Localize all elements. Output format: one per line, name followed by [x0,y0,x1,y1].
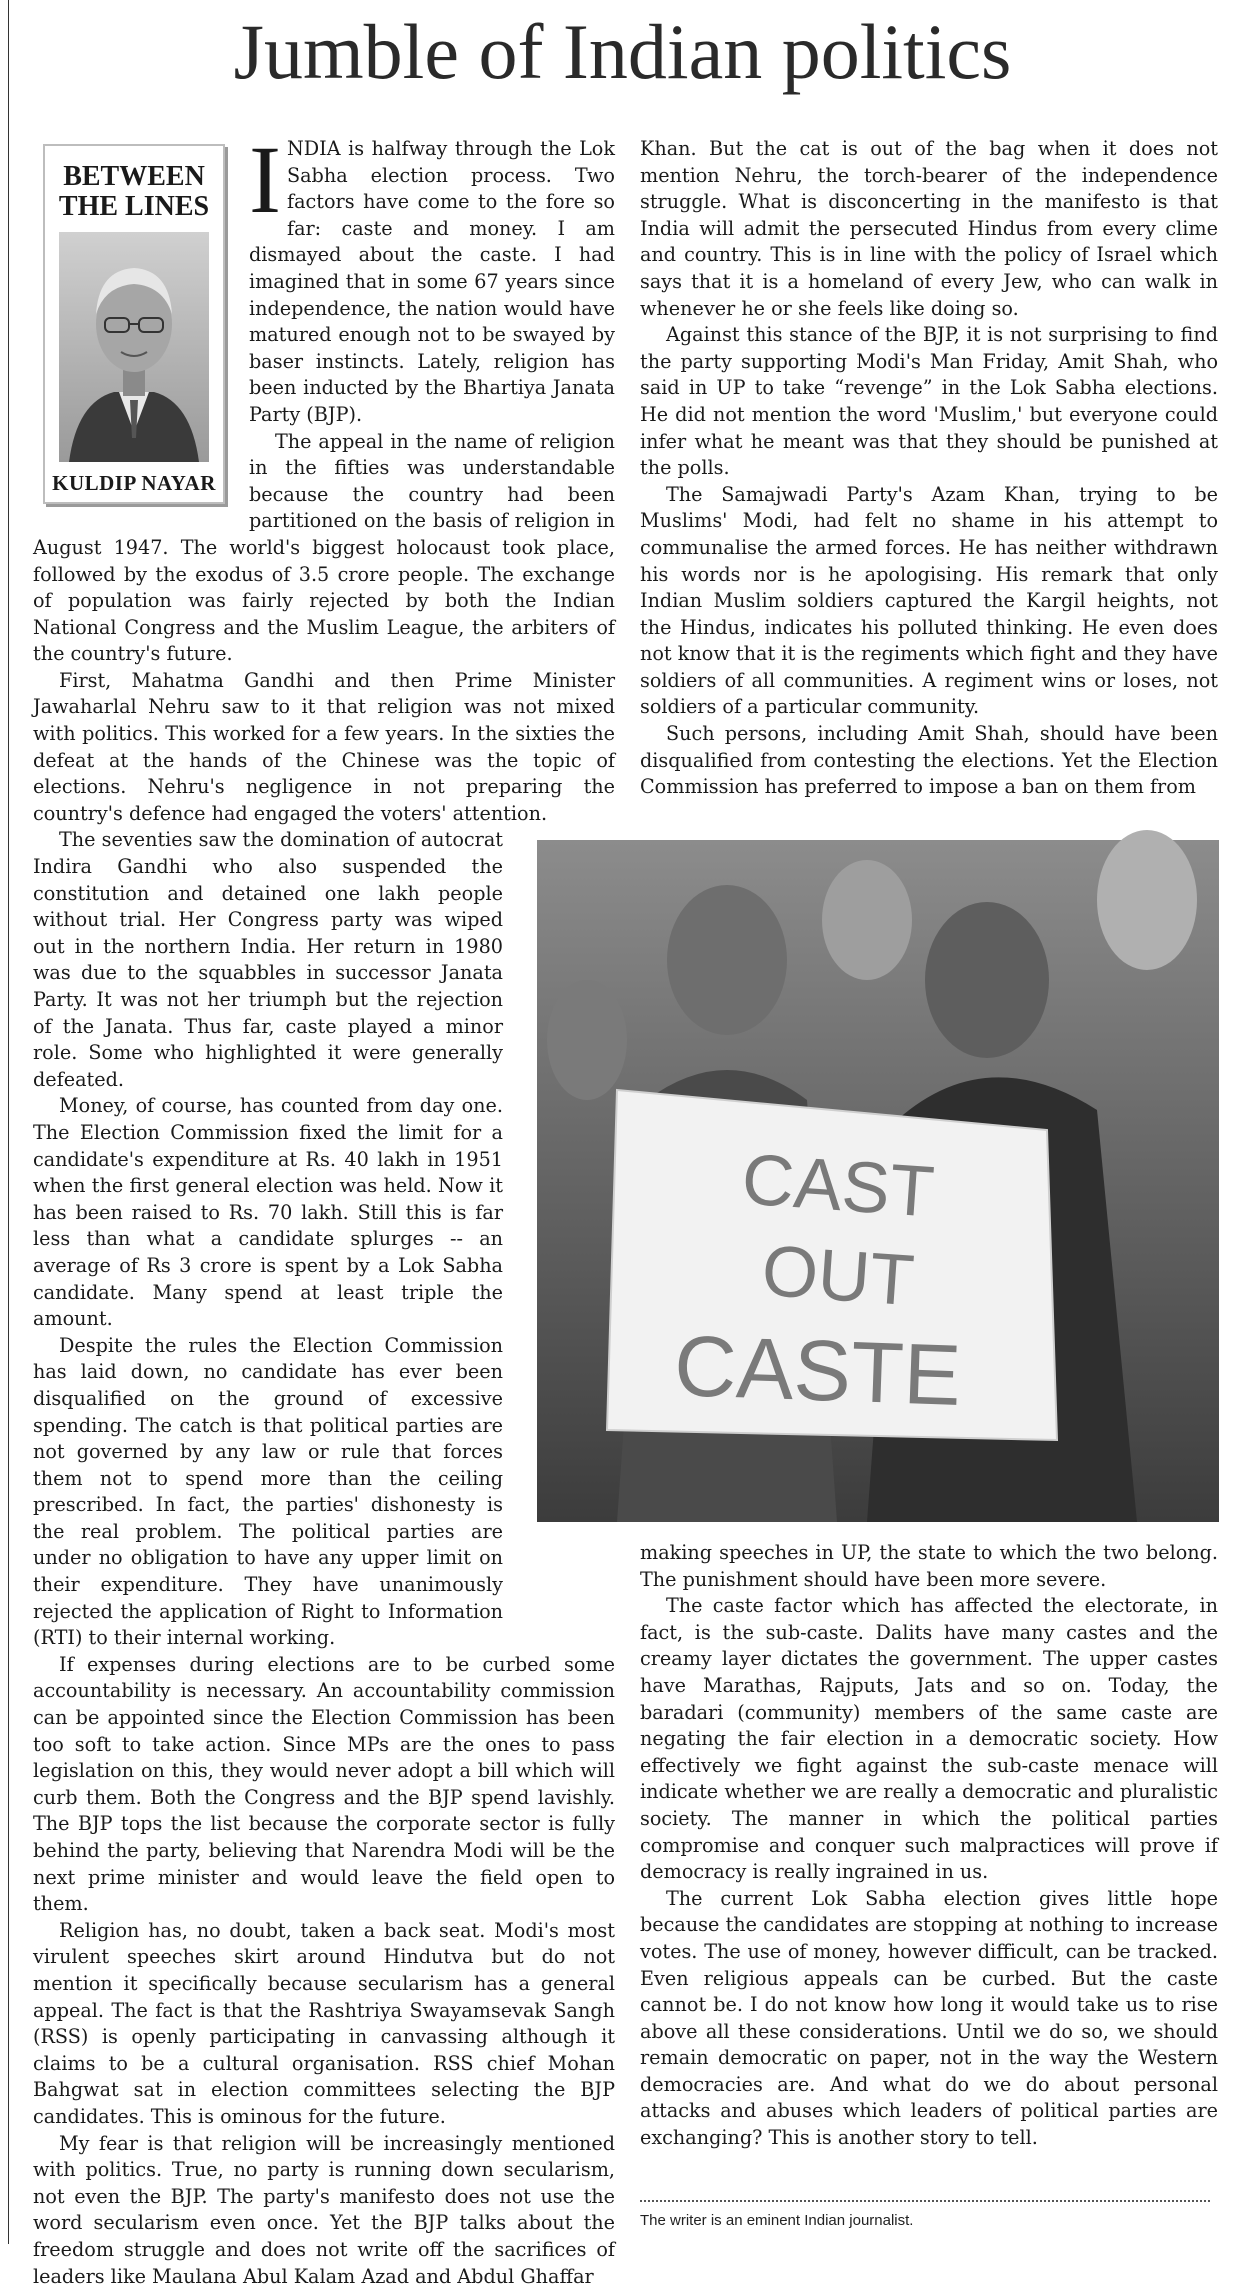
paragraph: My fear is that religion will be increasingly mentioned with politics. True, no party is running down secularism, not even the BJP. The party's manifesto does not use the word secularism even once. Yet the BJP talks about the freedom struggle and does not write off the sacrifices of leaders like Maulana Abul Kalam Azad and Abdul Ghaffar [33,2131,615,2288]
author-portrait [59,232,209,462]
placard-line-3: CASTE [672,1318,963,1424]
placard-line-2: OUT [759,1230,917,1322]
paragraph: The caste factor which has affected the electorate, in fact, is the sub-caste. Dalits have many castes and the creamy layer dictates the government. The upper castes have Marathas, Rajputs, Jats and so on. Today, the baradari (community) members of the same caste are negating the fair election in a democratic society. How effectively we fight against the sub-caste menace will indicate whether we are really a democratic and pluralistic society. The manner in which the political parties compromise and conquer such malpractices will prove if democracy is really ingrained in us. [640,1594,1218,1884]
left-margin-rule [8,0,9,2244]
paragraph: The Samajwadi Party's Azam Khan, trying to be Muslims' Modi, had felt no shame in his attempt to communalise the armed forces. He has neither withdrawn his words nor is he apologising. His remark that only Indian Muslim soldiers captured the Kargil heights, not the Hindus, indicates his polluted thinking. He even does not know that it is the regiments which fight and they have soldiers of all communities. A regiment wins or loses, not soldiers of a particular community. [640,482,1218,719]
column-1 [33,126,615,2288]
paragraph: If expenses during elections are to be curbed some accountability is necessary. An accountability commission can be appointed since the Election Commission has been too soft to take action. Since MPs are the ones to pass legislation on this, they would never adopt a bill which will curb them. Both the Congress and the BJP spend lavishly. The BJP tops the list because the corporate sector is fully behind the party, believing that Narendra Modi will be the next prime minister and would leave the field open to them. [33,1652,615,1916]
column-label: BETWEEN THE LINES [58,161,210,222]
paragraph: The appeal in the name of religion in the fifties was understandable because the country had been partitioned on the basis of religion in August 1947. The world's biggest holocaust took place, followed by the exodus of 3.5 crore people. The exchange of population was fairly rejected by both the Indian National Congress and the Muslim League, the arbiters of the country's future. [33,429,615,666]
author-name: KULDIP NAYAR [52,471,216,495]
paragraph: making speeches in UP, the state to which the two belong. The punishment should have been more severe. [640,1541,1218,1591]
column-2-top [640,136,1218,816]
author-footnote: The writer is an eminent Indian journalist. [640,2212,914,2229]
drop-cap: I [249,126,281,233]
paragraph: Despite the rules the Election Commission has laid down, no candidate has ever been disqualified on the ground of excessive spending. The catch is that political parties are not governed by any law or rule that forces them not to spend more than the ceiling prescribed. In fact, the parties' dishonesty is the real problem. The political parties are under no obligation to have any upper limit on their expenditure. They have unanimously rejected the application of Right to Information (RTI) to their internal working. [33,1333,503,1650]
paragraph: Khan. But the cat is out of the bag when it does not mention Nehru, the torch-bearer of the independence struggle. What is disconcerting in the manifesto is that India will admit the persecuted Hindus from every clime and country. This is in line with the policy of Israel which says that it is a homeland of every Jew, who can walk in whenever he or she feels like doing so. [640,137,1218,320]
protest-placard [607,1090,1057,1440]
paragraph: The seventies saw the domination of autocrat Indira Gandhi who also suspended the constitution and detained one lakh people without trial. Her Congress party was wiped out in the northern India. Her return in 1980 was due to the squabbles in successor Janata Party. It was not her triumph but the rejection of the Janata. Thus far, caste played a minor role. Some who highlighted it were generally defeated. [33,828,503,1091]
paragraph: The current Lok Sabha election gives little hope because the candidates are stopping at nothing to increase votes. The use of money, however difficult, can be tracked. Even religious appeals can be curbed. But the caste cannot be. I do not know how long it would take us to rise above all these considerations. Until we do so, we should remain democratic on paper, not in the way the Western democracies are. And what do we do about personal attacks and abuses which leaders of political parties are exchanging? This is another story to tell. [640,1886,1218,2150]
placard-line-1: CAST [739,1139,937,1233]
paragraph: First, Mahatma Gandhi and then Prime Minister Jawaharlal Nehru saw to it that religion was not mixed with politics. This worked for a few years. In the sixties the defeat at the hands of the Chinese was the topic of elections. Nehru's negligence in not preparing the country's defence had engaged the voters' attention. [33,668,615,825]
byline-box [43,144,225,504]
column-2-bottom [640,1540,1218,2190]
headline: Jumble of Indian politics [233,8,1012,95]
paragraph: Such persons, including Amit Shah, should have been disqualified from contesting the elections. Yet the Election Commission has preferred to impose a ban on them from [640,722,1218,799]
protest-photo [537,840,1219,1522]
paragraph: Religion has, no doubt, taken a back seat. Modi's most virulent speeches skirt around Hindutva but do not mention it specifically because secularism has a general appeal. The fact is that the Rashtriya Swayamsevak Sangh (RSS) is openly participating in canvassing although it claims to be a cultural organisation. RSS chief Mohan Bahgwat sat in election committees selecting the BJP candidates. This is ominous for the future. [33,1918,615,2128]
paragraph: NDIA is halfway through the Lok Sabha election process. Two factors have come to the fore so far: caste and money. I am dismayed about the caste. I had imagined that in some 67 years since independence, the nation would have matured enough not to be swayed by baser instincts. Lately, religion has been inducted by the Bhartiya Janata Party (BJP). [249,137,615,426]
paragraph: Money, of course, has counted from day one. The Election Commission fixed the limit for a candidate's expenditure at Rs. 40 lakh in 1951 when the first general election was held. Now it has been raised to Rs. 70 lakh. Still this is far less than what a candidate splurges -- an average of Rs 3 crore is spent by a Lok Sabha candidate. Many spend at least triple the amount. [33,1094,503,1331]
dotted-divider [640,2200,1210,2204]
paragraph: Against this stance of the BJP, it is not surprising to find the party supporting Modi's Man Friday, Amit Shah, who said in UP to take “revenge” in the Lok Sabha elections. He did not mention the word 'Muslim,' but everyone could infer what he meant was that they should be punished at the polls. [640,323,1218,480]
